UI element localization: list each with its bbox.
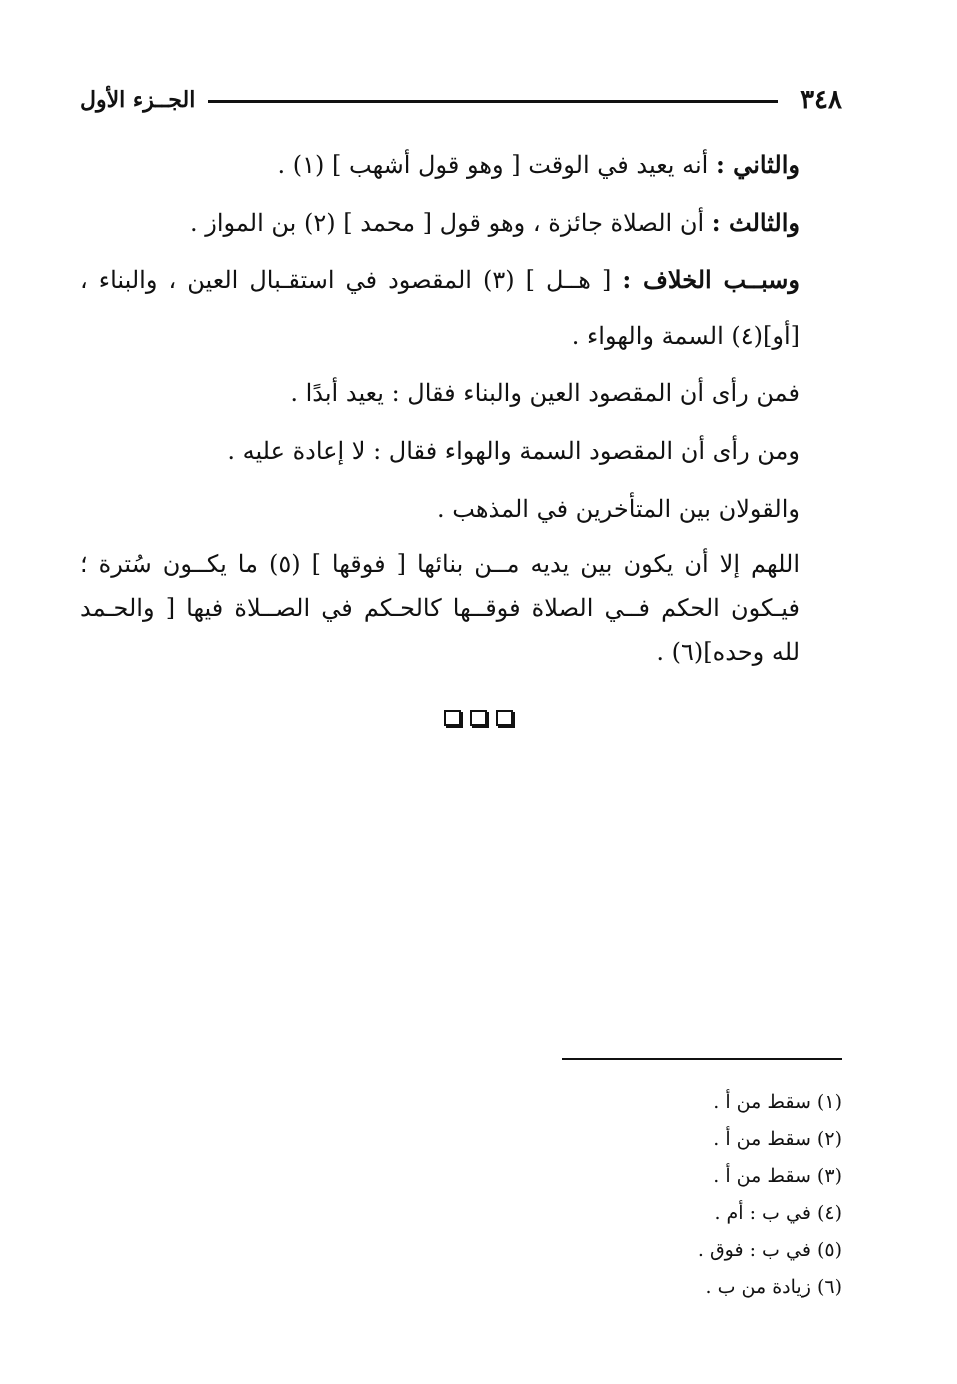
paragraph-air-view: [80, 422, 842, 480]
footnote-separator: [562, 1058, 842, 1060]
paragraph-two-opinions: [80, 480, 842, 538]
paragraph-text: فمن رأى أن المقصود العين والبناء فقال : يعيد أبدًا .: [290, 379, 800, 407]
footnote-item: (٦) زيادة من ب .: [705, 1276, 842, 1298]
ornament-square-icon: [496, 710, 513, 726]
page-number: ٣٤٨: [800, 85, 842, 115]
ornament-square-icon: [470, 710, 487, 726]
header-rule: [208, 100, 778, 103]
ornament-square-icon: [444, 710, 461, 726]
running-title: الجــزء الأول: [80, 87, 196, 113]
paragraph-text: اللهم إلا أن يكون بين يديه مــن بنائها [ فوقها ] (٥) ما يكــون سُترة ؛ فيـكون الحكم فــي الصلاة فوقــها كالحـكم في الصــلاة فيها [ والحـمد لله وحده](٦) .: [80, 550, 800, 666]
paragraph-lead: وسبــب الخلاف :: [622, 265, 801, 294]
footnote-item: (٢) سقط من أ .: [713, 1128, 842, 1150]
paragraph-second-opinion: [80, 136, 842, 194]
footnote-item: (٤) في ب : أم .: [714, 1202, 842, 1224]
section-end-ornament: [0, 710, 957, 730]
paragraph-text: أن الصلاة جائزة ، وهو قول [ محمد ] (٢) بن المواز .: [190, 209, 712, 237]
paragraph-lead: والثاني :: [715, 150, 800, 179]
main-text: [80, 136, 842, 674]
paragraph-text: والقولان بين المتأخرين في المذهب .: [437, 495, 800, 523]
paragraph-text: أنه يعيد في الوقت [ وهو قول أشهب ] (١) .: [277, 151, 716, 179]
paragraph-building-view: [80, 364, 842, 422]
paragraph-reason: [80, 252, 842, 364]
paragraph-text: ومن رأى أن المقصود السمة والهواء فقال : لا إعادة عليه .: [227, 437, 800, 465]
paragraph-lead: والثالث :: [711, 208, 800, 237]
footnotes: [442, 1084, 842, 1306]
footnote-item: (٥) في ب : فوق .: [697, 1239, 842, 1261]
paragraph-third-opinion: [80, 194, 842, 252]
page-header: [80, 82, 842, 118]
footnote-item: (١) سقط من أ .: [713, 1091, 842, 1113]
paragraph-exception: [80, 542, 842, 674]
footnote-item: (٣) سقط من أ .: [713, 1165, 842, 1187]
paragraph-text: [ هــل ] (٣) المقصود في استقـبال العين ، والبناء ، [أو](٤) السمة والهواء .: [80, 266, 800, 350]
